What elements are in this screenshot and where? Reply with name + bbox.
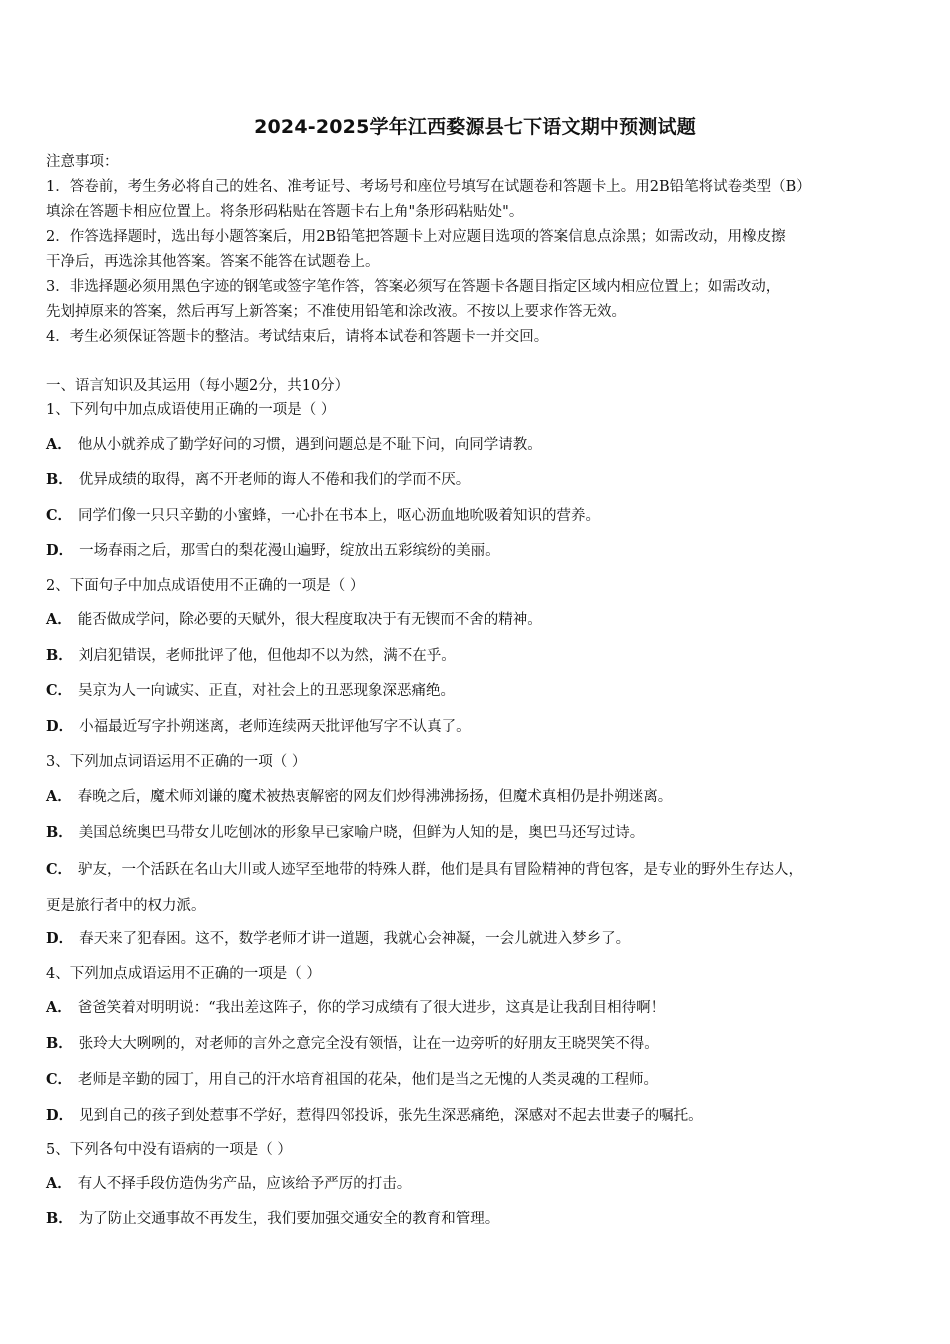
option-text: 一场春雨之后，那雪白的梨花漫山遍野，绽放出五彩缤纷的美丽。 <box>79 543 500 559</box>
question-stem: 3、下列加点词语运用不正确的一项（ ） <box>46 754 307 770</box>
option-d <box>46 1106 916 1126</box>
option-label: D． <box>46 542 74 559</box>
question-stem: 4、下列加点成语运用不正确的一项是（ ） <box>46 966 321 982</box>
option-text: 春晚之后，魔术师刘谦的魔术被热衷解密的网友们炒得沸沸扬扬，但魔术真相仍是扑朔迷离。 <box>77 789 673 805</box>
option-text: 他从小就养成了勤学好问的习惯，遇到问题总是不耻下问，向同学请教。 <box>77 437 542 453</box>
option-a <box>46 610 916 630</box>
option-label: D． <box>46 930 74 947</box>
option-text: 为了防止交通事故不再发生，我们要加强交通安全的教育和管理。 <box>78 1211 500 1227</box>
question-stem: 5、下列各句中没有语病的一项是（ ） <box>46 1142 292 1158</box>
option-c <box>46 681 916 701</box>
option-label: B． <box>46 647 73 664</box>
option-label: B． <box>46 824 73 841</box>
option-label: C． <box>46 507 73 524</box>
option-label: A． <box>46 1175 72 1192</box>
option-d <box>46 541 916 561</box>
option-text: 爸爸笑着对明明说：“我出差这阵子，你的学习成绩有了很大进步，这真是让我刮目相待啊！ <box>77 1000 666 1016</box>
option-label: A． <box>46 611 72 628</box>
option-c <box>46 860 916 880</box>
option-text: 见到自己的孩子到处惹事不学好，惹得四邻投诉，张先生深恶痛绝，深感对不起去世妻子的嘱托。 <box>79 1108 703 1124</box>
notice-line: 1．答卷前，考生务必将自己的姓名、准考证号、考场号和座位号填写在试题卷和答题卡上。用2B铅笔将试卷类型（B） <box>46 179 811 195</box>
question-stem: 1、下列句中加点成语使用正确的一项是（ ） <box>46 402 336 418</box>
option-label: B． <box>46 1210 73 1227</box>
option-label: A． <box>46 436 72 453</box>
section-heading: 一、语言知识及其运用（每小题2分，共10分） <box>46 378 350 394</box>
option-text: 同学们像一只只辛勤的小蜜蜂，一心扑在书本上，呕心沥血地吮吸着知识的营养。 <box>78 508 601 524</box>
option-text: 优异成绩的取得，离不开老师的诲人不倦和我们的学而不厌。 <box>78 472 471 488</box>
option-b <box>46 470 916 490</box>
option-text: 有人不择手段仿造伪劣产品，应该给予严厉的打击。 <box>77 1176 412 1192</box>
question-stem: 2、下面句子中加点成语使用不正确的一项是（ ） <box>46 578 365 594</box>
notice-heading: 注意事项： <box>46 154 119 170</box>
option-c-continued: 更是旅行者中的权力派。 <box>46 898 206 914</box>
option-label: C． <box>46 861 73 878</box>
option-d <box>46 717 916 737</box>
option-b <box>46 823 916 843</box>
option-text: 能否做成学问，除必要的天赋外，很大程度取决于有无锲而不舍的精神。 <box>77 612 542 628</box>
option-text: 春天来了犯春困。这不，数学老师才讲一道题，我就心会神凝，一会儿就进入梦乡了。 <box>79 931 631 947</box>
option-a <box>46 787 916 807</box>
option-text: 美国总统奥巴马带女儿吃刨冰的形象早已家喻户晓，但鲜为人知的是，奥巴马还写过诗。 <box>78 825 645 841</box>
option-c <box>46 506 916 526</box>
option-b <box>46 1034 916 1054</box>
option-label: A． <box>46 999 72 1016</box>
notice-line: 4．考生必须保证答题卡的整洁。考试结束后，请将本试卷和答题卡一并交回。 <box>46 329 549 345</box>
option-text: 吴京为人一向诚实、正直，对社会上的丑恶现象深恶痛绝。 <box>78 683 456 699</box>
option-text: 驴友，一个活跃在名山大川或人迹罕至地带的特殊人群，他们是具有冒险精神的背包客，是专业的野外生存达人， <box>78 862 804 878</box>
notice-line: 3．非选择题必须用黑色字迹的钢笔或签字笔作答，答案必须写在答题卡各题目指定区域内相应位置上；如需改动， <box>46 279 781 295</box>
option-label: C． <box>46 682 73 699</box>
option-a <box>46 1174 916 1194</box>
option-text: 小福最近写字扑朔迷离，老师连续两天批评他写字不认真了。 <box>79 719 471 735</box>
notice-line: 先划掉原来的答案，然后再写上新答案；不准使用铅笔和涂改液。不按以上要求作答无效。 <box>46 304 626 320</box>
option-a <box>46 435 916 455</box>
option-label: B． <box>46 471 73 488</box>
option-c <box>46 1070 916 1090</box>
option-b <box>46 646 916 666</box>
option-text: 刘启犯错误，老师批评了他，但他却不以为然，满不在乎。 <box>78 648 456 664</box>
option-label: D． <box>46 1107 74 1124</box>
option-label: D． <box>46 718 74 735</box>
option-text: 老师是辛勤的园丁，用自己的汗水培育祖国的花朵，他们是当之无愧的人类灵魂的工程师。 <box>78 1072 659 1088</box>
notice-line: 干净后，再选涂其他答案。答案不能答在试题卷上。 <box>46 254 380 270</box>
notice-line: 2．作答选择题时，选出每小题答案后，用2B铅笔把答题卡上对应题目选项的答案信息点涂黑；如需改动，用橡皮擦 <box>46 229 786 245</box>
option-b <box>46 1209 916 1229</box>
option-label: C． <box>46 1071 73 1088</box>
option-label: A． <box>46 788 72 805</box>
exam-title: 2024-2025学年江西婺源县七下语文期中预测试题 <box>254 116 696 138</box>
option-text: 张玲大大咧咧的，对老师的言外之意完全没有领悟，让在一边旁听的好朋友王晓哭笑不得。 <box>78 1036 659 1052</box>
notice-line: 填涂在答题卡相应位置上。将条形码粘贴在答题卡右上角"条形码粘贴处"。 <box>46 204 524 220</box>
option-label: B． <box>46 1035 73 1052</box>
option-d <box>46 929 916 949</box>
option-a <box>46 998 916 1018</box>
